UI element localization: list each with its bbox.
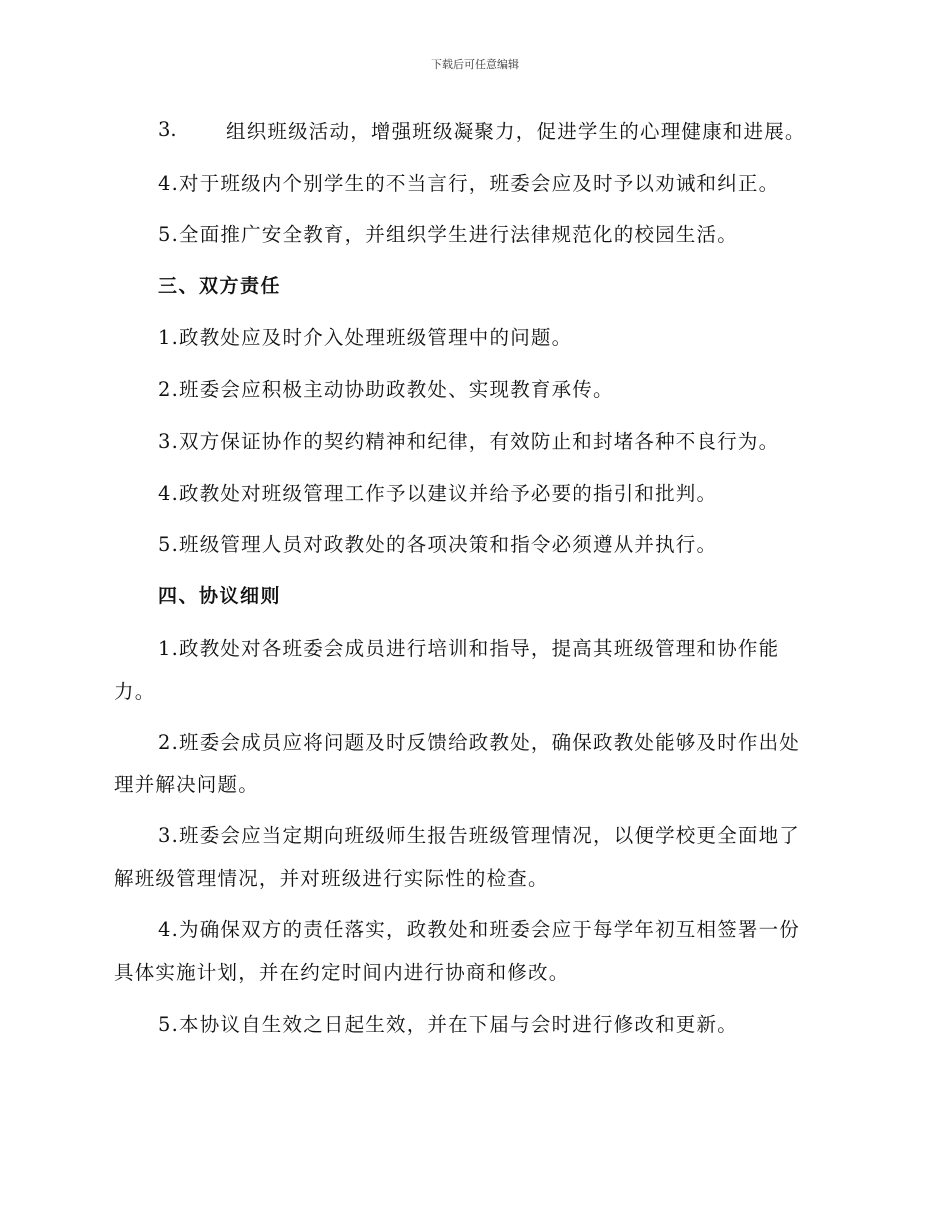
paragraph-line: 2.班委会应积极主动协助政教处、实现教育承传。 [158,378,614,401]
paragraph-line: 1.政教处应及时介入处理班级管理中的问题。 [158,326,573,349]
paragraph-line: 组织班级活动，增强班级凝聚力，促进学生的心理健康和进展。 [226,120,806,143]
section-heading: 四、协议细则 [158,585,282,607]
paragraph-line: 4.为确保双方的责任落实，政教处和班委会应于每学年初互相签署一份 [158,918,801,941]
paragraph-line: 力。 [114,680,156,703]
section-heading: 三、双方责任 [158,275,282,297]
paragraph-line: 2.班委会成员应将问题及时反馈给政教处，确保政教处能够及时作出处 [158,731,801,754]
paragraph-line: 3.班委会应当定期向班级师生报告班级管理情况，以便学校更全面地了 [158,824,801,847]
paragraph-line: 5.班级管理人员对政教处的各项决策和指令必须遵从并执行。 [158,533,718,556]
item-number: 3. [158,118,177,141]
paragraph-line: 具体实施计划，并在约定时间内进行协商和修改。 [114,961,570,984]
paragraph-line: 理并解决问题。 [114,773,259,796]
paragraph-line: 4.政教处对班级管理工作予以建议并给予必要的指引和批判。 [158,482,718,505]
paragraph-line: 5.全面推广安全教育，并组织学生进行法律规范化的校园生活。 [158,223,738,246]
paragraph-line: 3.双方保证协作的契约精神和纪律，有效防止和封堵各种不良行为。 [158,430,780,453]
paragraph-line: 解班级管理情况，并对班级进行实际性的检查。 [114,867,549,890]
page-header: 下载后可任意编辑 [431,58,519,71]
paragraph-line: 1.政教处对各班委会成员进行培训和指导，提高其班级管理和协作能 [158,637,780,660]
paragraph-line: 4.对于班级内个别学生的不当言行，班委会应及时予以劝诫和纠正。 [158,172,780,195]
paragraph-line: 5.本协议自生效之日起生效，并在下届与会时进行修改和更新。 [158,1013,738,1036]
